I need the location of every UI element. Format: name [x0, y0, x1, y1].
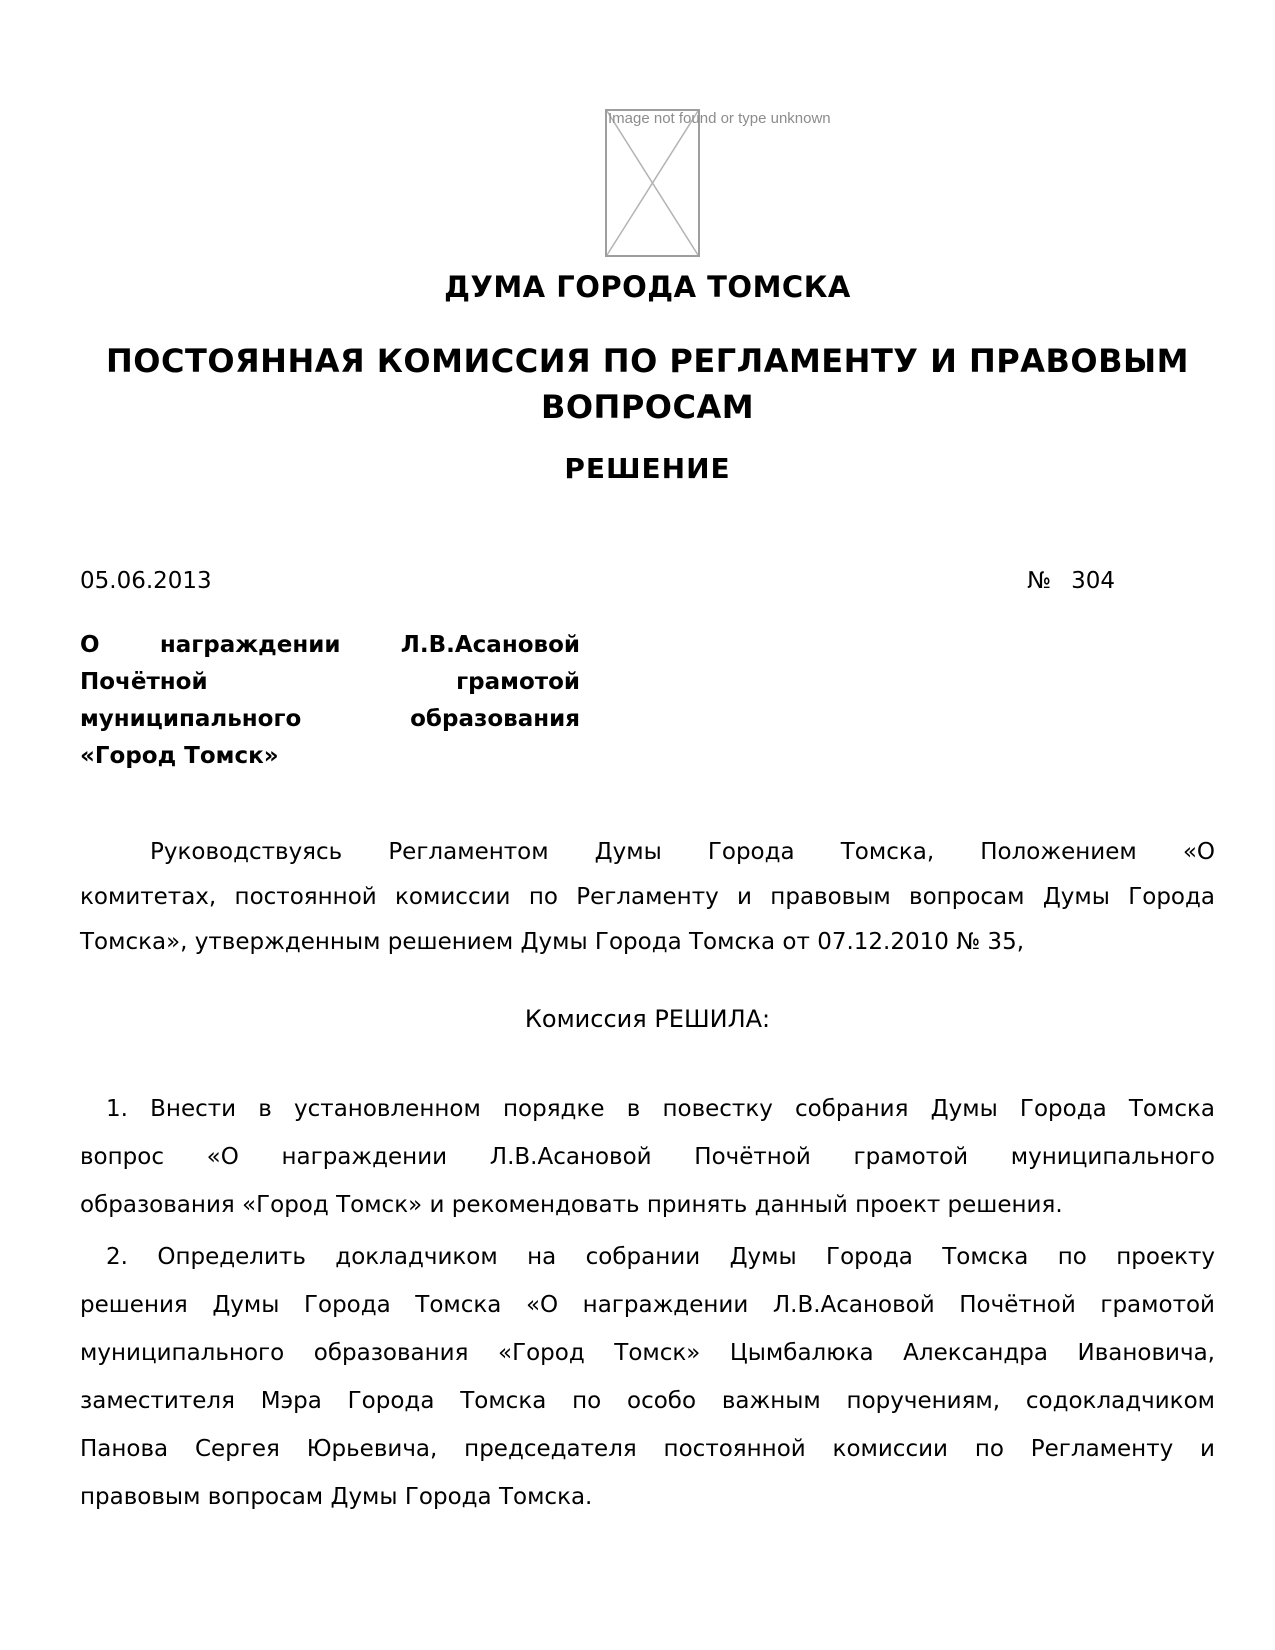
- preamble-line: комитетах, постоянной комиссии по Регламенту и правовым вопросам Думы Города: [80, 884, 1215, 910]
- document-number: [1027, 566, 1115, 596]
- broken-image-alt-text: Image not found or type unknown: [608, 110, 831, 127]
- subject-block: [80, 627, 580, 775]
- preamble-paragraph: [80, 830, 1215, 965]
- organization-title: ДУМА ГОРОДА ТОМСКА: [444, 270, 851, 304]
- number-sign: №: [1027, 568, 1052, 594]
- broken-image-x-icon: [607, 111, 698, 255]
- broken-image-icon: [605, 109, 700, 257]
- document-type-title: РЕШЕНИЕ: [564, 452, 731, 485]
- resolution-heading: Комиссия РЕШИЛА:: [524, 1005, 771, 1033]
- subject-line: муниципального образования: [80, 706, 580, 732]
- preamble-line: Руководствуясь Регламентом Думы Города Томска, Положением «О: [150, 839, 1215, 865]
- item-line: решения Думы Города Томска «О награждении Л.В.Асановой Почётной грамотой: [80, 1292, 1215, 1318]
- document-date: 05.06.2013: [80, 568, 212, 594]
- commission-title: [80, 338, 1215, 430]
- item-line: Панова Сергея Юрьевича, председателя постоянной комиссии по Регламенту и: [80, 1436, 1215, 1462]
- item-line: заместителя Мэра Города Томска по особо важным поручениям, содокладчиком: [80, 1388, 1215, 1414]
- subject-line: «Город Томск»: [80, 743, 279, 769]
- commission-title-line2: ВОПРОСАМ: [540, 388, 755, 426]
- number-value: 304: [1071, 568, 1115, 594]
- subject-line: О награждении Л.В.Асановой: [80, 632, 580, 658]
- subject-line: Почётной грамотой: [80, 669, 580, 695]
- item-line: 1. Внести в установленном порядке в повестку собрания Думы Города Томска: [106, 1096, 1215, 1122]
- item-line: 2. Определить докладчиком на собрании Думы Города Томска по проекту: [106, 1244, 1215, 1270]
- date-number-row: [80, 566, 1215, 596]
- preamble-line: Томска», утвержденным решением Думы Города Томска от 07.12.2010 № 35,: [80, 929, 1025, 955]
- item-line: муниципального образования «Город Томск» Цымбалюка Александра Ивановича,: [80, 1340, 1215, 1366]
- resolution-item-2: [80, 1233, 1215, 1521]
- commission-title-line1: ПОСТОЯННАЯ КОМИССИЯ ПО РЕГЛАМЕНТУ И ПРАВОВЫМ: [106, 342, 1189, 380]
- item-line: образования «Город Томск» и рекомендовать принять данный проект решения.: [80, 1192, 1063, 1218]
- resolution-item-1: [80, 1085, 1215, 1229]
- item-line: вопрос «О награждении Л.В.Асановой Почётной грамотой муниципального: [80, 1144, 1215, 1170]
- item-line: правовым вопросам Думы Города Томска.: [80, 1484, 593, 1510]
